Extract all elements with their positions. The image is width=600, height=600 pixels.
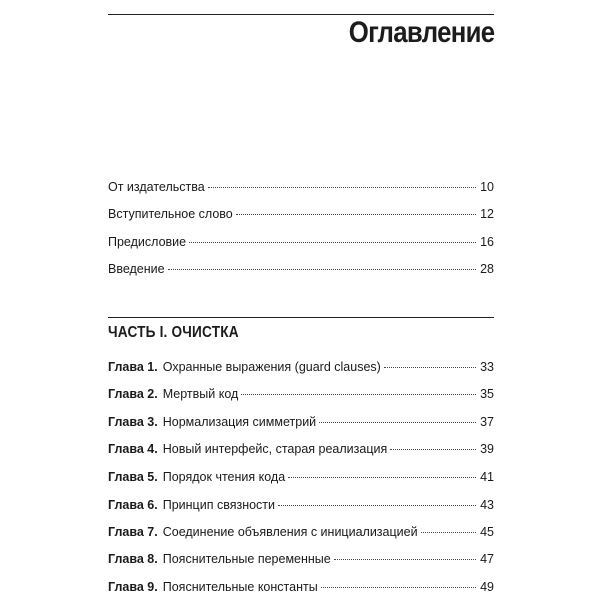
toc-entry-title: Вступительное слово [108,207,233,221]
toc-entry-title: Введение [108,262,165,276]
toc-entry-page: 28 [480,262,494,276]
toc-entry-front-1[interactable] [108,179,494,195]
chapter-page: 37 [480,415,494,429]
toc-entry-chapter-7[interactable] [108,524,494,540]
chapter-label: Глава 4. [108,442,158,456]
chapter-page: 39 [480,442,494,456]
dot-leader [189,242,476,243]
dot-leader [236,214,476,215]
chapter-label: Глава 6. [108,498,158,512]
toc-entry-page: 16 [480,235,494,249]
toc-entry-chapter-1[interactable] [108,359,494,375]
top-rule [108,14,494,15]
toc-entry-front-2[interactable] [108,206,494,222]
dot-leader [241,394,476,395]
toc-entry-front-4[interactable] [108,261,494,277]
chapter-page: 43 [480,498,494,512]
toc-entry-chapter-9[interactable] [108,579,494,595]
dot-leader [334,559,476,560]
chapter-title: Мертвый код [162,387,239,401]
chapter-title: Порядок чтения кода [162,470,286,484]
toc-entry-page: 10 [480,180,494,194]
toc-entry-title: Предисловие [108,235,187,249]
chapter-label: Глава 2. [108,387,158,401]
dot-leader [319,422,476,423]
part-rule [108,317,494,318]
chapter-title: Новый интерфейс, старая реализация [162,442,388,456]
dot-leader [321,587,476,588]
toc-entry-chapter-2[interactable] [108,386,494,402]
toc-entry-page: 12 [480,207,494,221]
chapter-label: Глава 8. [108,552,158,566]
dot-leader [278,505,476,506]
chapter-title: Пояснительные константы [162,580,318,594]
dot-leader [208,187,476,188]
toc-entry-chapter-8[interactable] [108,551,494,567]
chapter-page: 35 [480,387,494,401]
dot-leader [421,532,476,533]
toc-entry-chapter-4[interactable] [108,441,494,457]
chapter-title: Нормализация симметрий [162,415,317,429]
page-title: Оглавление [348,16,494,49]
chapter-label: Глава 9. [108,580,158,594]
chapter-page: 45 [480,525,494,539]
chapter-label: Глава 3. [108,415,158,429]
chapter-title: Охранные выражения (guard clauses) [162,360,381,374]
toc-entry-front-3[interactable] [108,234,494,250]
dot-leader [390,449,476,450]
chapter-page: 33 [480,360,494,374]
dot-leader [288,477,476,478]
toc-entry-title: От издательства [108,180,205,194]
dot-leader [168,269,476,270]
chapter-page: 47 [480,552,494,566]
chapter-page: 49 [480,580,494,594]
chapter-title: Пояснительные переменные [162,552,331,566]
chapter-title: Соединение объявления с инициализацией [162,525,418,539]
part-heading: ЧАСТЬ I. ОЧИСТКА [108,324,239,341]
toc-entry-chapter-3[interactable] [108,414,494,430]
dot-leader [384,367,476,368]
toc-entry-chapter-5[interactable] [108,469,494,485]
chapter-label: Глава 7. [108,525,158,539]
chapter-label: Глава 1. [108,360,158,374]
chapter-title: Принцип связности [162,498,276,512]
chapter-page: 41 [480,470,494,484]
toc-entry-chapter-6[interactable] [108,497,494,513]
chapter-label: Глава 5. [108,470,158,484]
